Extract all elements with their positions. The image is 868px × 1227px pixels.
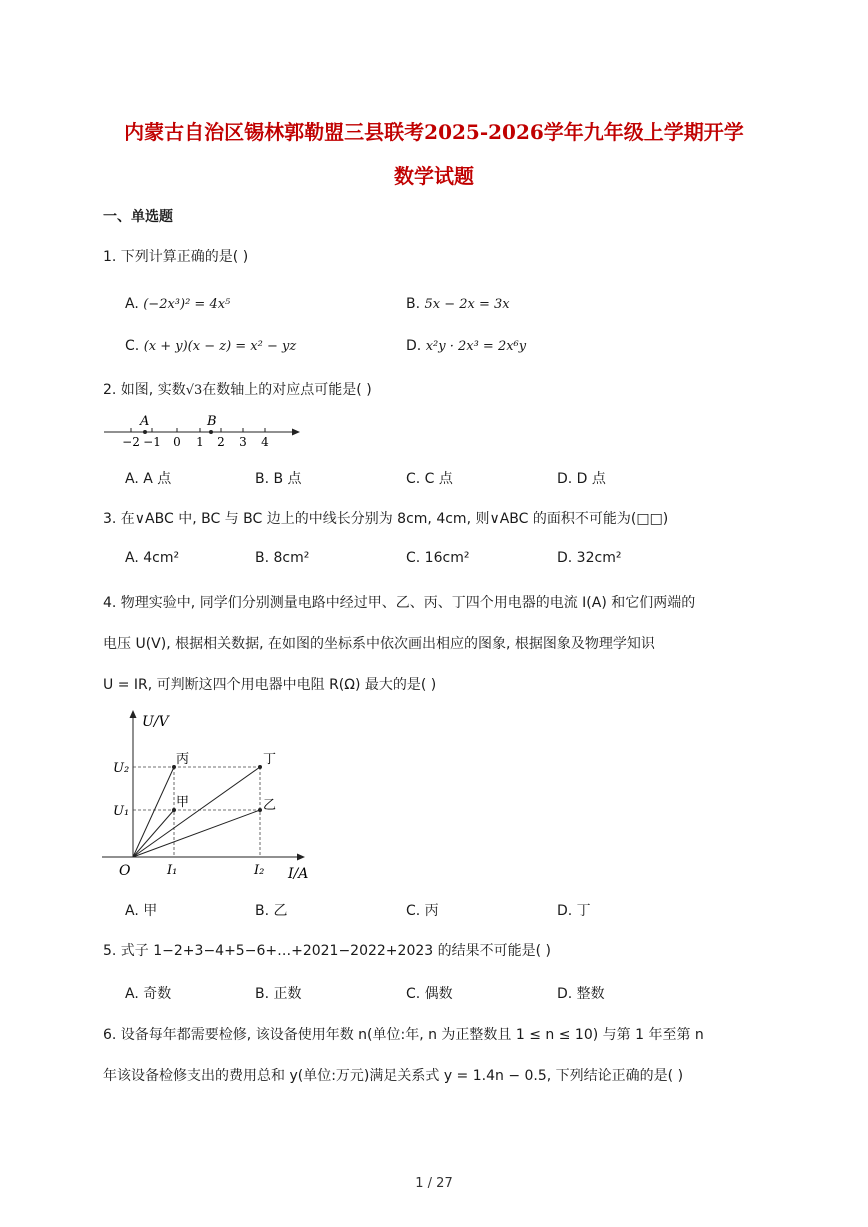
- q3-option-d: D. 32cm²: [557, 550, 622, 566]
- point-b-dot: [209, 430, 213, 434]
- q3-option-a: A. 4cm²: [125, 550, 180, 566]
- y-axis-label: U/V: [142, 714, 169, 730]
- label-jia: 甲: [176, 795, 190, 810]
- document-title-line2: 数学试题: [394, 164, 474, 188]
- label-yi: 乙: [263, 798, 277, 813]
- q2-option-d: D. D 点: [557, 471, 606, 487]
- q2-option-a: A. A 点: [125, 471, 172, 487]
- line-jia: [133, 810, 174, 857]
- line-bing: [133, 767, 174, 857]
- x-axis-label: I/A: [288, 866, 309, 882]
- q2-option-c: C. C 点: [406, 471, 453, 487]
- question-1-stem: 1. 下列计算正确的是( ): [103, 249, 249, 265]
- q4-option-b: B. 乙: [255, 903, 288, 919]
- point-yi: [258, 808, 262, 812]
- q2-stem-pre: 2. 如图, 实数: [103, 382, 186, 398]
- tick-label-neg2: −2: [122, 435, 140, 449]
- point-a-label: A: [140, 414, 150, 429]
- q1-option-b-math: 5x − 2x = 3x: [424, 297, 510, 312]
- q4-option-a: A. 甲: [125, 903, 158, 919]
- number-line-figure: [100, 408, 310, 450]
- q3-option-c: C. 16cm²: [406, 550, 470, 566]
- line-yi: [133, 810, 260, 857]
- tick-label-4: 4: [261, 435, 269, 449]
- q1-option-c-label: C.: [125, 338, 140, 354]
- question-6-stem-line2: 年该设备检修支出的费用总和 y(单位:万元)满足关系式 y = 1.4n − 0.5, 下列结论正确的是( ): [103, 1068, 684, 1084]
- question-6-stem-line1: 6. 设备每年都需要检修, 该设备使用年数 n(单位:年, n 为正整数且 1 ≤ n ≤ 10) 与第 1 年至第 n: [103, 1027, 704, 1043]
- question-3-stem: 3. 在∨ABC 中, BC 与 BC 边上的中线长分别为 8cm, 4cm, 则∨ABC 的面积不可能为(□□): [103, 511, 669, 527]
- section-heading: 一、单选题: [103, 209, 173, 225]
- line-ding: [133, 767, 260, 857]
- point-b-label: B: [207, 414, 217, 429]
- q5-option-c: C. 偶数: [406, 986, 453, 1002]
- q5-option-b: B. 正数: [255, 986, 302, 1002]
- i2-label: I₂: [254, 863, 265, 878]
- u2-label: U₂: [113, 761, 130, 776]
- q1-option-d-label: D.: [406, 338, 422, 354]
- current-voltage-graph: [100, 705, 330, 890]
- tick-label-1: 1: [196, 435, 204, 449]
- q1-option-d: [406, 338, 526, 354]
- question-4-stem-line1: 4. 物理实验中, 同学们分别测量电路中经过甲、乙、丙、丁四个用电器的电流 I(A) 和它们两端的: [103, 595, 696, 611]
- q1-option-c: [125, 338, 296, 354]
- page-number: 1 / 27: [415, 1176, 453, 1191]
- q5-option-d: D. 整数: [557, 986, 605, 1002]
- q1-option-c-math: (x + y)(x − z) = x² − yz: [143, 339, 297, 354]
- q1-option-a: [125, 296, 230, 312]
- point-ding: [258, 765, 262, 769]
- q1-option-a-label: A.: [125, 296, 139, 312]
- tick-label-3: 3: [239, 435, 247, 449]
- q4-option-c: C. 丙: [406, 903, 439, 919]
- q1-option-b: [406, 296, 510, 312]
- q4-option-d: D. 丁: [557, 903, 591, 919]
- q1-option-a-math: (−2x³)² = 4x⁵: [143, 297, 231, 312]
- question-2-stem: [103, 380, 372, 401]
- i1-label: I₁: [167, 863, 178, 878]
- tick-label-neg1: −1: [143, 435, 161, 449]
- axis-tick-marks: [131, 428, 265, 432]
- q2-sqrt3: √3: [185, 383, 203, 398]
- question-5-stem: 5. 式子 1−2+3−4+5−6+…+2021−2022+2023 的结果不可能是( ): [103, 943, 551, 959]
- label-ding: 丁: [263, 752, 277, 767]
- question-4-stem-line3: U = IR, 可判断这四个用电器中电阻 R(Ω) 最大的是( ): [103, 677, 437, 693]
- u1-label: U₁: [113, 804, 130, 819]
- tick-label-2: 2: [217, 435, 225, 449]
- q2-option-b: B. B 点: [255, 471, 302, 487]
- q1-option-d-math: x²y · 2x³ = 2x⁶y: [425, 339, 527, 354]
- origin-label: O: [119, 863, 131, 879]
- q2-stem-post: 在数轴上的对应点可能是( ): [202, 382, 372, 398]
- q5-option-a: A. 奇数: [125, 986, 172, 1002]
- point-a-dot: [143, 430, 147, 434]
- q1-option-b-label: B.: [406, 296, 421, 312]
- tick-label-0: 0: [173, 435, 181, 449]
- question-4-stem-line2: 电压 U(V), 根据相关数据, 在如图的坐标系中依次画出相应的图象, 根据图象及物理学知识: [103, 636, 655, 652]
- document-title-line1: 内蒙古自治区锡林郭勒盟三县联考2025-2026学年九年级上学期开学: [124, 120, 744, 144]
- q3-option-b: B. 8cm²: [255, 550, 310, 566]
- label-bing: 丙: [176, 752, 190, 767]
